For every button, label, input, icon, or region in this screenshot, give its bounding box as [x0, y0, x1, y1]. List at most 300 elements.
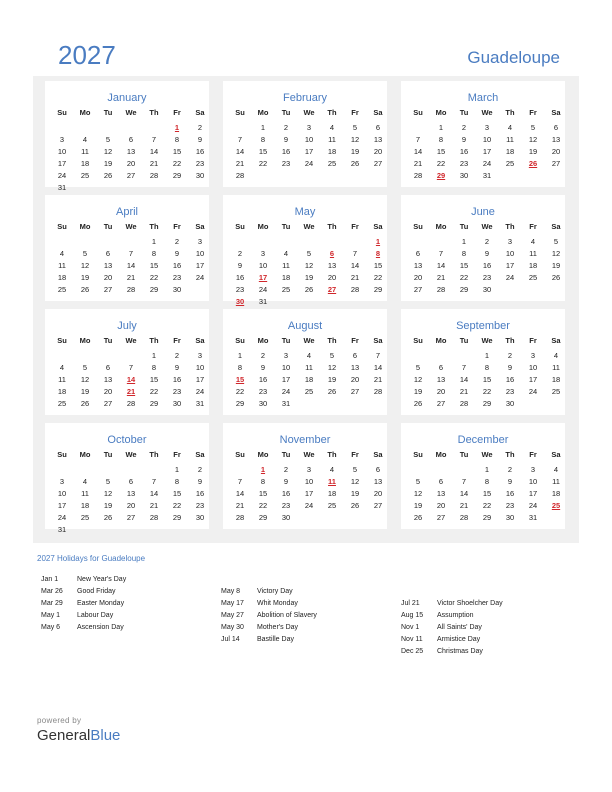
day-cell: 20	[350, 375, 360, 384]
day-cell: 19	[350, 147, 360, 156]
day-cell: 2	[197, 123, 203, 132]
day-cell: 24	[528, 387, 538, 396]
day-cell: 7	[151, 135, 157, 144]
calendar-grid	[33, 76, 579, 543]
day-cell: 2	[283, 123, 289, 132]
day-cell: 28	[235, 513, 245, 522]
day-cell: 22	[436, 159, 446, 168]
day-cell: 4	[553, 465, 559, 474]
day-cell: 5	[415, 363, 421, 372]
holiday-name: All Saints' Day	[437, 624, 482, 631]
day-cell: 17	[57, 501, 67, 510]
day-cell: 29	[482, 513, 492, 522]
day-cell: 21	[350, 273, 360, 282]
day-cell: 31	[281, 399, 291, 408]
day-cell: 25	[551, 387, 561, 396]
weekday-header: Mo	[257, 450, 269, 459]
day-cell: 4	[59, 249, 65, 258]
weekday-header: Tu	[459, 108, 469, 117]
day-cell: 9	[507, 477, 513, 486]
weekday-header: Fr	[351, 450, 359, 459]
weekday-header: Th	[149, 336, 159, 345]
day-cell: 5	[105, 135, 111, 144]
day-cell: 9	[484, 249, 490, 258]
day-cell: 7	[375, 351, 381, 360]
weekday-header: Fr	[351, 336, 359, 345]
day-cell: 4	[329, 123, 335, 132]
day-cell: 6	[105, 363, 111, 372]
weekday-header: Su	[413, 336, 423, 345]
day-cell: 20	[373, 147, 383, 156]
day-cell: 20	[103, 387, 113, 396]
holiday-day: 29	[436, 171, 446, 180]
holiday-name: Labour Day	[77, 612, 114, 619]
weekday-header: Fr	[173, 222, 181, 231]
day-cell: 10	[528, 477, 538, 486]
month-august	[223, 309, 387, 415]
weekday-header: We	[125, 108, 137, 117]
day-cell: 26	[80, 285, 90, 294]
day-cell: 25	[281, 285, 291, 294]
day-cell: 29	[482, 399, 492, 408]
day-cell: 4	[82, 135, 88, 144]
day-cell: 1	[484, 351, 490, 360]
day-cell: 13	[373, 135, 383, 144]
day-cell: 24	[505, 273, 515, 282]
month-may	[223, 195, 387, 306]
day-cell: 26	[103, 513, 113, 522]
day-cell: 2	[237, 249, 243, 258]
day-cell: 11	[58, 375, 66, 384]
day-cell: 30	[281, 513, 291, 522]
day-cell: 23	[172, 387, 182, 396]
holiday-day: 8	[375, 249, 381, 258]
holiday-date: Jul 14	[221, 636, 240, 643]
month-name: December	[457, 434, 509, 446]
day-cell: 16	[281, 147, 291, 156]
holiday-item	[401, 636, 576, 646]
day-cell: 15	[436, 147, 446, 156]
holiday-date: May 6	[41, 624, 61, 631]
day-cell: 8	[237, 363, 243, 372]
weekday-header: Th	[327, 222, 337, 231]
weekday-header: Su	[57, 222, 67, 231]
weekday-header: Sa	[195, 222, 205, 231]
day-cell: 17	[528, 375, 538, 384]
weekday-header: Tu	[281, 450, 291, 459]
powered-by-text: powered by	[37, 716, 82, 725]
weekday-header: Su	[235, 450, 245, 459]
day-cell: 14	[149, 489, 159, 498]
holiday-item	[41, 588, 216, 598]
day-cell: 21	[235, 159, 245, 168]
day-cell: 29	[373, 285, 383, 294]
day-cell: 23	[505, 501, 515, 510]
day-cell: 9	[260, 363, 266, 372]
weekday-header: Th	[149, 450, 159, 459]
weekday-header: Sa	[373, 450, 383, 459]
day-cell: 24	[304, 159, 314, 168]
day-cell: 10	[482, 135, 492, 144]
day-cell: 8	[484, 477, 490, 486]
month-december	[401, 423, 565, 529]
day-cell: 15	[172, 489, 182, 498]
holiday-name: Mother's Day	[257, 624, 299, 631]
weekday-header: Fr	[173, 450, 181, 459]
day-cell: 9	[461, 135, 467, 144]
day-cell: 11	[58, 261, 66, 270]
day-cell: 14	[235, 147, 245, 156]
weekday-header: Tu	[103, 222, 113, 231]
weekday-header: Fr	[351, 222, 359, 231]
day-cell: 6	[128, 135, 134, 144]
day-cell: 20	[436, 501, 446, 510]
day-cell: 26	[350, 159, 360, 168]
holiday-name: New Year's Day	[77, 576, 127, 583]
holiday-date: Dec 25	[401, 648, 424, 655]
holiday-item	[401, 612, 576, 622]
day-cell: 24	[195, 273, 205, 282]
day-cell: 27	[436, 513, 446, 522]
brand-general: General	[37, 727, 91, 744]
day-cell: 16	[482, 261, 492, 270]
day-cell: 31	[195, 399, 205, 408]
weekday-header: Su	[57, 336, 67, 345]
day-cell: 4	[306, 351, 312, 360]
day-cell: 6	[128, 477, 134, 486]
day-cell: 29	[459, 285, 469, 294]
weekday-header: Mo	[79, 222, 91, 231]
holiday-name: Bastille Day	[257, 636, 294, 643]
day-cell: 9	[197, 135, 203, 144]
day-cell: 31	[482, 171, 492, 180]
day-cell: 13	[327, 261, 337, 270]
day-cell: 15	[149, 375, 159, 384]
day-cell: 12	[413, 489, 423, 498]
holiday-name: Christmas Day	[437, 648, 483, 655]
day-cell: 20	[551, 147, 561, 156]
holiday-day: 1	[375, 237, 381, 246]
month-name: April	[115, 206, 138, 218]
day-cell: 30	[459, 171, 469, 180]
day-cell: 23	[459, 159, 469, 168]
day-cell: 17	[304, 489, 314, 498]
day-cell: 10	[195, 363, 205, 372]
day-cell: 22	[172, 159, 182, 168]
day-cell: 21	[126, 273, 136, 282]
month-june	[401, 195, 565, 301]
day-cell: 19	[80, 273, 90, 282]
day-cell: 3	[507, 237, 513, 246]
day-cell: 31	[57, 525, 67, 534]
holiday-name: Good Friday	[77, 588, 116, 595]
holiday-item	[401, 600, 576, 610]
holiday-date: Aug 15	[401, 612, 424, 619]
day-cell: 29	[149, 399, 159, 408]
day-cell: 10	[281, 363, 291, 372]
day-cell: 18	[551, 375, 561, 384]
day-cell: 15	[459, 261, 469, 270]
weekday-header: Sa	[195, 450, 205, 459]
weekday-header: Mo	[435, 222, 447, 231]
weekday-header: Th	[327, 450, 337, 459]
day-cell: 31	[258, 297, 268, 306]
day-cell: 27	[551, 159, 561, 168]
day-cell: 16	[505, 489, 515, 498]
day-cell: 17	[304, 147, 314, 156]
day-cell: 7	[128, 363, 134, 372]
day-cell: 16	[505, 375, 515, 384]
day-cell: 28	[126, 285, 136, 294]
day-cell: 22	[235, 387, 245, 396]
day-cell: 28	[149, 513, 159, 522]
day-cell: 24	[57, 513, 67, 522]
day-cell: 6	[375, 123, 381, 132]
day-cell: 20	[413, 273, 423, 282]
weekday-header: Su	[57, 108, 67, 117]
day-cell: 12	[304, 261, 314, 270]
day-cell: 16	[258, 375, 268, 384]
day-cell: 16	[195, 489, 205, 498]
day-cell: 16	[281, 489, 291, 498]
day-cell: 18	[80, 501, 90, 510]
day-cell: 13	[551, 135, 561, 144]
day-cell: 1	[174, 465, 180, 474]
month-name: August	[287, 320, 323, 332]
day-cell: 1	[260, 123, 266, 132]
day-cell: 28	[149, 171, 159, 180]
day-cell: 18	[327, 147, 337, 156]
day-cell: 1	[237, 351, 243, 360]
day-cell: 9	[174, 249, 180, 258]
weekday-header: We	[125, 450, 137, 459]
day-cell: 23	[258, 387, 268, 396]
day-cell: 3	[197, 351, 203, 360]
day-cell: 29	[149, 285, 159, 294]
day-cell: 16	[235, 273, 245, 282]
weekday-header: We	[303, 336, 315, 345]
holiday-day: 25	[551, 501, 561, 510]
day-cell: 11	[282, 261, 290, 270]
day-cell: 3	[59, 135, 65, 144]
day-cell: 18	[551, 489, 561, 498]
day-cell: 24	[304, 501, 314, 510]
day-cell: 20	[327, 273, 337, 282]
holiday-day: 26	[528, 159, 538, 168]
holiday-name: Victory Day	[257, 588, 293, 595]
day-cell: 22	[482, 501, 492, 510]
day-cell: 25	[80, 513, 90, 522]
day-cell: 11	[529, 249, 537, 258]
day-cell: 5	[306, 249, 312, 258]
month-name: October	[107, 434, 147, 446]
day-cell: 2	[174, 237, 180, 246]
day-cell: 5	[352, 123, 358, 132]
day-cell: 11	[81, 147, 89, 156]
month-october	[45, 423, 209, 534]
day-cell: 23	[281, 159, 291, 168]
holiday-item	[41, 612, 216, 622]
day-cell: 25	[327, 159, 337, 168]
day-cell: 27	[103, 285, 113, 294]
month-name: May	[294, 206, 316, 218]
day-cell: 8	[174, 135, 180, 144]
day-cell: 23	[235, 285, 245, 294]
day-cell: 2	[484, 237, 490, 246]
day-cell: 13	[373, 477, 383, 486]
day-cell: 1	[151, 351, 157, 360]
month-name: June	[471, 206, 495, 218]
day-cell: 8	[484, 363, 490, 372]
day-cell: 6	[415, 249, 421, 258]
day-cell: 12	[528, 135, 538, 144]
day-cell: 10	[505, 249, 515, 258]
holiday-item	[41, 576, 216, 586]
month-name: September	[456, 320, 510, 332]
day-cell: 28	[350, 285, 360, 294]
day-cell: 7	[461, 477, 467, 486]
day-cell: 15	[258, 489, 268, 498]
day-cell: 19	[528, 147, 538, 156]
day-cell: 10	[304, 135, 314, 144]
month-september	[401, 309, 565, 415]
weekday-header: Mo	[435, 108, 447, 117]
weekday-header: Fr	[351, 108, 359, 117]
holiday-date: Jul 21	[401, 600, 420, 607]
month-name: January	[107, 92, 147, 104]
weekday-header: Th	[149, 222, 159, 231]
day-cell: 17	[528, 489, 538, 498]
day-cell: 8	[260, 135, 266, 144]
day-cell: 20	[373, 489, 383, 498]
weekday-header: Su	[413, 222, 423, 231]
weekday-header: Tu	[459, 450, 469, 459]
holiday-name: Ascension Day	[77, 624, 124, 631]
holiday-date: Jan 1	[41, 576, 59, 583]
holiday-date: Nov 11	[401, 636, 423, 643]
weekday-header: We	[125, 336, 137, 345]
weekday-header: Tu	[459, 222, 469, 231]
day-cell: 9	[237, 261, 243, 270]
day-cell: 26	[80, 399, 90, 408]
day-cell: 23	[281, 501, 291, 510]
day-cell: 9	[283, 135, 289, 144]
day-cell: 14	[459, 375, 469, 384]
day-cell: 8	[151, 363, 157, 372]
day-cell: 15	[482, 489, 492, 498]
day-cell: 14	[373, 363, 383, 372]
day-cell: 7	[438, 249, 444, 258]
day-cell: 8	[438, 135, 444, 144]
holiday-name: Easter Monday	[77, 600, 125, 607]
day-cell: 5	[105, 477, 111, 486]
day-cell: 20	[436, 387, 446, 396]
day-cell: 11	[328, 135, 336, 144]
day-cell: 27	[103, 399, 113, 408]
month-name: July	[117, 320, 137, 332]
day-cell: 12	[350, 135, 360, 144]
day-cell: 3	[283, 351, 289, 360]
day-cell: 25	[80, 171, 90, 180]
day-cell: 2	[197, 465, 203, 474]
day-cell: 6	[352, 351, 358, 360]
day-cell: 10	[304, 477, 314, 486]
day-cell: 4	[553, 351, 559, 360]
day-cell: 7	[237, 477, 243, 486]
day-cell: 24	[57, 171, 67, 180]
weekday-header: Su	[413, 450, 423, 459]
holiday-day: 11	[328, 477, 336, 486]
day-cell: 3	[306, 123, 312, 132]
day-cell: 27	[436, 399, 446, 408]
day-cell: 18	[528, 261, 538, 270]
day-cell: 3	[260, 249, 266, 258]
day-cell: 5	[553, 237, 559, 246]
holiday-name: Abolition of Slavery	[257, 612, 317, 619]
day-cell: 3	[197, 237, 203, 246]
day-cell: 27	[373, 501, 383, 510]
day-cell: 8	[260, 477, 266, 486]
weekday-header: Sa	[195, 336, 205, 345]
day-cell: 26	[350, 501, 360, 510]
day-cell: 14	[459, 489, 469, 498]
brand-logo	[37, 727, 120, 744]
day-cell: 16	[195, 147, 205, 156]
day-cell: 1	[438, 123, 444, 132]
weekday-header: Th	[505, 336, 515, 345]
day-cell: 20	[126, 501, 136, 510]
day-cell: 4	[329, 465, 335, 474]
day-cell: 11	[81, 489, 89, 498]
day-cell: 7	[151, 477, 157, 486]
weekday-header: Th	[327, 336, 337, 345]
day-cell: 22	[373, 273, 383, 282]
day-cell: 19	[413, 501, 423, 510]
day-cell: 31	[57, 183, 67, 192]
day-cell: 23	[195, 501, 205, 510]
day-cell: 28	[373, 387, 383, 396]
weekday-header: Su	[413, 108, 423, 117]
holiday-day: 14	[126, 375, 136, 384]
day-cell: 2	[174, 351, 180, 360]
day-cell: 30	[505, 513, 515, 522]
day-cell: 24	[195, 387, 205, 396]
holiday-name: Assumption	[437, 612, 474, 619]
day-cell: 21	[459, 501, 469, 510]
day-cell: 16	[459, 147, 469, 156]
day-cell: 24	[258, 285, 268, 294]
day-cell: 18	[505, 147, 515, 156]
holiday-date: May 17	[221, 600, 244, 607]
day-cell: 8	[174, 477, 180, 486]
weekday-header: We	[481, 450, 493, 459]
day-cell: 5	[82, 249, 88, 258]
holiday-day: 15	[235, 375, 245, 384]
day-cell: 3	[59, 477, 65, 486]
holiday-day: 1	[174, 123, 180, 132]
brand-blue: Blue	[90, 727, 121, 744]
day-cell: 2	[283, 465, 289, 474]
holiday-day: 17	[258, 273, 268, 282]
weekday-header: Fr	[173, 108, 181, 117]
holiday-date: Nov 1	[401, 624, 420, 631]
holiday-day: 30	[235, 297, 245, 306]
day-cell: 25	[505, 159, 515, 168]
day-cell: 10	[57, 489, 67, 498]
day-cell: 2	[507, 465, 513, 474]
day-cell: 21	[149, 501, 159, 510]
day-cell: 28	[459, 399, 469, 408]
